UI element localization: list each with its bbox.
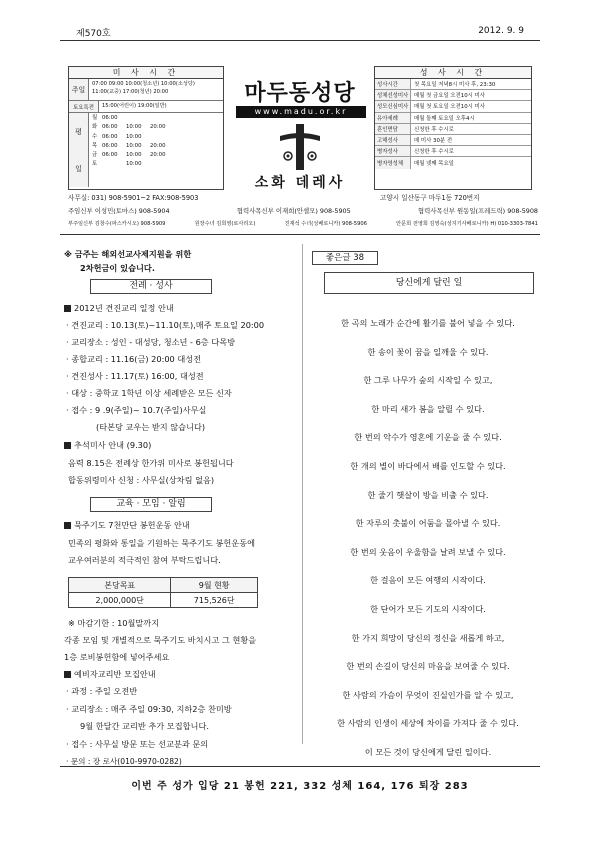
staff-entry: 협력사목신부 원동일(프레드릭) 908-5908 (417, 207, 538, 215)
weekday-row: 금 06:00 10:00 20:00 (92, 152, 166, 159)
section-label-education: 교육 · 모임 · 알림 (90, 497, 212, 512)
section-heading: 예비자교리반 모집안내 (74, 669, 156, 679)
table-header: 9월 현황 (171, 578, 258, 593)
list-item: · 대상 : 중학교 1학년 이상 세례받은 모든 신자 (66, 388, 232, 398)
staff-entry: 부주임신부 김창수(파스카시오) 908-5909 (68, 221, 166, 227)
poem-line: 한 개의 별이 바다에서 배를 인도할 수 있다. (350, 460, 506, 471)
staff-entry: 원장수녀 김희영(로사리오) (194, 221, 256, 227)
weekday-label: 평 (75, 127, 82, 136)
poem (312, 318, 544, 776)
square-bullet-icon (64, 305, 71, 312)
list-item: · 교리장소 : 매주 주일 09:30, 지하2층 찬미방 (66, 704, 232, 714)
poem-line: 한 번의 손길이 당신의 마음을 보여줄 수 있다. (346, 661, 510, 672)
staff-line (68, 220, 538, 227)
sacrament-times-title: 성 사 시 간 (375, 67, 531, 79)
sacrament-label: 고해성사 (375, 135, 411, 145)
table-cell: 715,526단 (171, 593, 258, 608)
sacrament-value: 매월 첫 토요일 오전10시 미사 (414, 104, 485, 111)
rosary-goal-table (68, 577, 258, 608)
list-item: · 견진성사 : 11.17(토) 16:00, 대성전 (66, 371, 204, 381)
list-item: · 종합교리 : 11.16(금) 20:00 대성전 (66, 354, 202, 364)
poem-line: 한 가지 희망이 당신의 정신을 새롭게 하고, (351, 632, 505, 643)
section-label-liturgy: 전례 · 성사 (90, 279, 212, 294)
weekday-row: 토 10:00 (92, 161, 142, 168)
weekday-label: 일 (75, 164, 82, 173)
poem-line: 한 사람의 가슴이 무엇이 진실인가를 알 수 있고, (342, 689, 514, 700)
sacrament-value: 첫 목요일 저녁8시 미사 후, 23:30 (414, 82, 496, 89)
good-writing-label: 좋은글 38 (312, 251, 378, 265)
hymn-numbers: 이번 주 성가 입당 21 봉헌 221, 332 성체 164, 176 퇴장 283 (131, 781, 469, 792)
sacrament-value: 매 미사 30분 전 (414, 138, 453, 145)
poem-line: 한 자루의 촛불이 어둠을 몰아낼 수 있다. (355, 518, 501, 529)
sacrament-label: 성모신심미사 (375, 101, 411, 111)
saturday-times: 15:00(어린이) 19:00(일반) (102, 103, 167, 109)
parish-name: 마두동성당 (244, 81, 356, 106)
body-text: 민족의 평화와 통일을 기원하는 묵주기도 봉헌운동에 (68, 538, 256, 548)
square-bullet-icon (64, 671, 71, 678)
mass-times-title: 미 사 시 간 (69, 67, 223, 79)
body-text: 합동위령미사 신청 : 사무실(상차림 없음) (68, 475, 215, 485)
list-item: · 접수 : 9 .9(주일)~ 10.7(주일)사무실 (66, 405, 207, 415)
weekday-row: 화 06:00 10:00 20:00 (92, 124, 166, 131)
column-divider (302, 244, 303, 744)
poem-line: 이 모든 것이 당신에게 달린 일이다. (364, 746, 492, 757)
table-header: 본당목표 (69, 578, 171, 593)
table-cell: 2,000,000단 (69, 593, 171, 608)
sunday-line: 07:00 09:00 10:00(청소년) 10:00(소성당) (92, 81, 195, 87)
header-separator (60, 234, 540, 235)
poem-line: 한 마리 새가 봄을 알릴 수 있다. (371, 403, 485, 414)
list-item: · 문의 : 장 로사(010-9970-0282) (66, 757, 182, 766)
poem-line: 한 사람의 인생이 세상에 차이를 가져다 줄 수 있다. (337, 718, 519, 729)
body-text: 교우여러분의 적극적인 참여 부탁드립니다. (68, 555, 221, 565)
mass-times-box (68, 66, 224, 190)
weekday-row: 목 06:00 10:00 20:00 (92, 142, 166, 149)
deadline-text: ※ 마감기한 : 10월말까지 (68, 618, 160, 628)
good-writing-title: 당신에게 달린 일 (324, 272, 534, 294)
square-bullet-icon (64, 522, 71, 529)
sacrament-times-box (374, 66, 532, 190)
list-item: · 과정 : 주일 오전반 (66, 686, 138, 696)
list-item: · 교리장소 : 성인 - 대성당, 청소년 - 6층 다목방 (66, 337, 236, 347)
sunday-line: 11:00(교중) 17:00(청년) 20:00 (92, 89, 169, 95)
weekday-row: 월 06:00 (92, 115, 118, 121)
sacrament-value: 매월 넷째 목요일 (414, 160, 454, 167)
staff-entry: 진재석 수녀(성베로니카) 908-5906 (284, 221, 368, 227)
sacrament-label: 혼인면담 (375, 124, 411, 134)
poem-line: 한 줄기 햇살이 방을 비출 수 있다. (367, 489, 489, 500)
sacrament-label: 병자성사 (375, 146, 411, 156)
body-text: 1층 로비봉헌함에 넣어주세요 (64, 652, 170, 662)
sacrament-value: 신청한 후 수시로 (414, 126, 454, 133)
sacrament-label: 유아세례 (375, 113, 411, 123)
body-text: 음력 8.15은 전례상 한가위 미사로 봉헌됩니다 (68, 458, 234, 468)
staff-line (68, 206, 538, 215)
poem-line: 한 단어가 모든 기도의 시작이다. (370, 603, 486, 614)
sacrament-label: 성체선성미사 (375, 90, 411, 100)
list-item: · 견진교리 : 10.13(토)~11.10(토),매주 토요일 20:00 (66, 320, 265, 330)
saturday-label: 토요특전 (69, 101, 99, 112)
poem-line: 한 송이 꽃이 꿈을 일깨울 수 있다. (367, 346, 489, 357)
sunday-label: 주일 (69, 79, 89, 100)
weekday-row: 수 06:00 10:00 (92, 133, 142, 140)
footer-rule (60, 766, 540, 767)
sacrament-value: 신청한 후 수시로 (414, 149, 454, 156)
notice-line: ※ 금주는 해외선교사제지원을 위한 (64, 249, 192, 259)
section-heading: 묵주기도 7천만단 봉헌운동 안내 (74, 520, 190, 530)
list-item: · 접수 : 사무실 방문 또는 선교분과 문의 (66, 739, 209, 749)
sacrament-label: 성사시간 (375, 79, 411, 89)
staff-entry: 협력사목신부 이재희(안셀모) 908-5905 (236, 207, 351, 215)
header-rule (60, 40, 540, 41)
cross-logo-icon (276, 122, 324, 172)
parish-address: 고양시 일산동구 마두1동 720번지 (380, 194, 480, 202)
poem-line: 한 걸음이 모든 여행의 시작이다. (370, 575, 486, 586)
poem-line: 한 그루 나무가 숲의 시작일 수 있고, (363, 375, 493, 386)
square-bullet-icon (64, 442, 71, 449)
issue-number: 제570호 (76, 29, 111, 39)
parish-url[interactable]: www.madu.or.kr (236, 106, 366, 118)
sacrament-value: 매월 첫 금요일 오전10시 미사 (414, 93, 485, 100)
issue-date: 2012. 9. 9 (478, 26, 524, 36)
body-text: 9월 한달간 교리반 추가 모집합니다. (80, 721, 209, 731)
note-text: (타본당 교우는 받지 않습니다) (96, 422, 206, 432)
poem-line: 한 번의 웃음이 우울함을 날려 보낼 수 있다. (350, 546, 506, 557)
body-text: 각종 모임 및 개별적으로 묵주기도 바치시고 그 현황을 (64, 635, 257, 645)
office-contact: 사무실: 031) 908-5901~2 FAX:908-5903 (68, 194, 199, 202)
staff-entry: 주임신부 이성민(토마스) 908-5904 (68, 207, 170, 215)
sacrament-label: 병자영성체 (375, 157, 411, 168)
poem-line: 한 번의 악수가 영혼에 기운을 줄 수 있다. (354, 432, 502, 443)
poem-line: 한 곡의 노래가 순간에 활기를 불어 넣을 수 있다. (341, 318, 515, 328)
notice-line: 2차헌금이 있습니다. (80, 263, 155, 273)
sacrament-value: 매월 둘째 토요일 오후4시 (414, 115, 475, 122)
patron-saint: 소화 데레사 (254, 175, 346, 191)
section-heading: 추석미사 안내 (9.30) (74, 440, 152, 450)
weekday-schedule (89, 113, 223, 187)
section-heading: 2012년 견진교리 일정 안내 (74, 303, 174, 313)
staff-entry: 안문희 전영희 김영숙(성지기사베로니카) H) 010-3303-7841 (396, 221, 538, 227)
